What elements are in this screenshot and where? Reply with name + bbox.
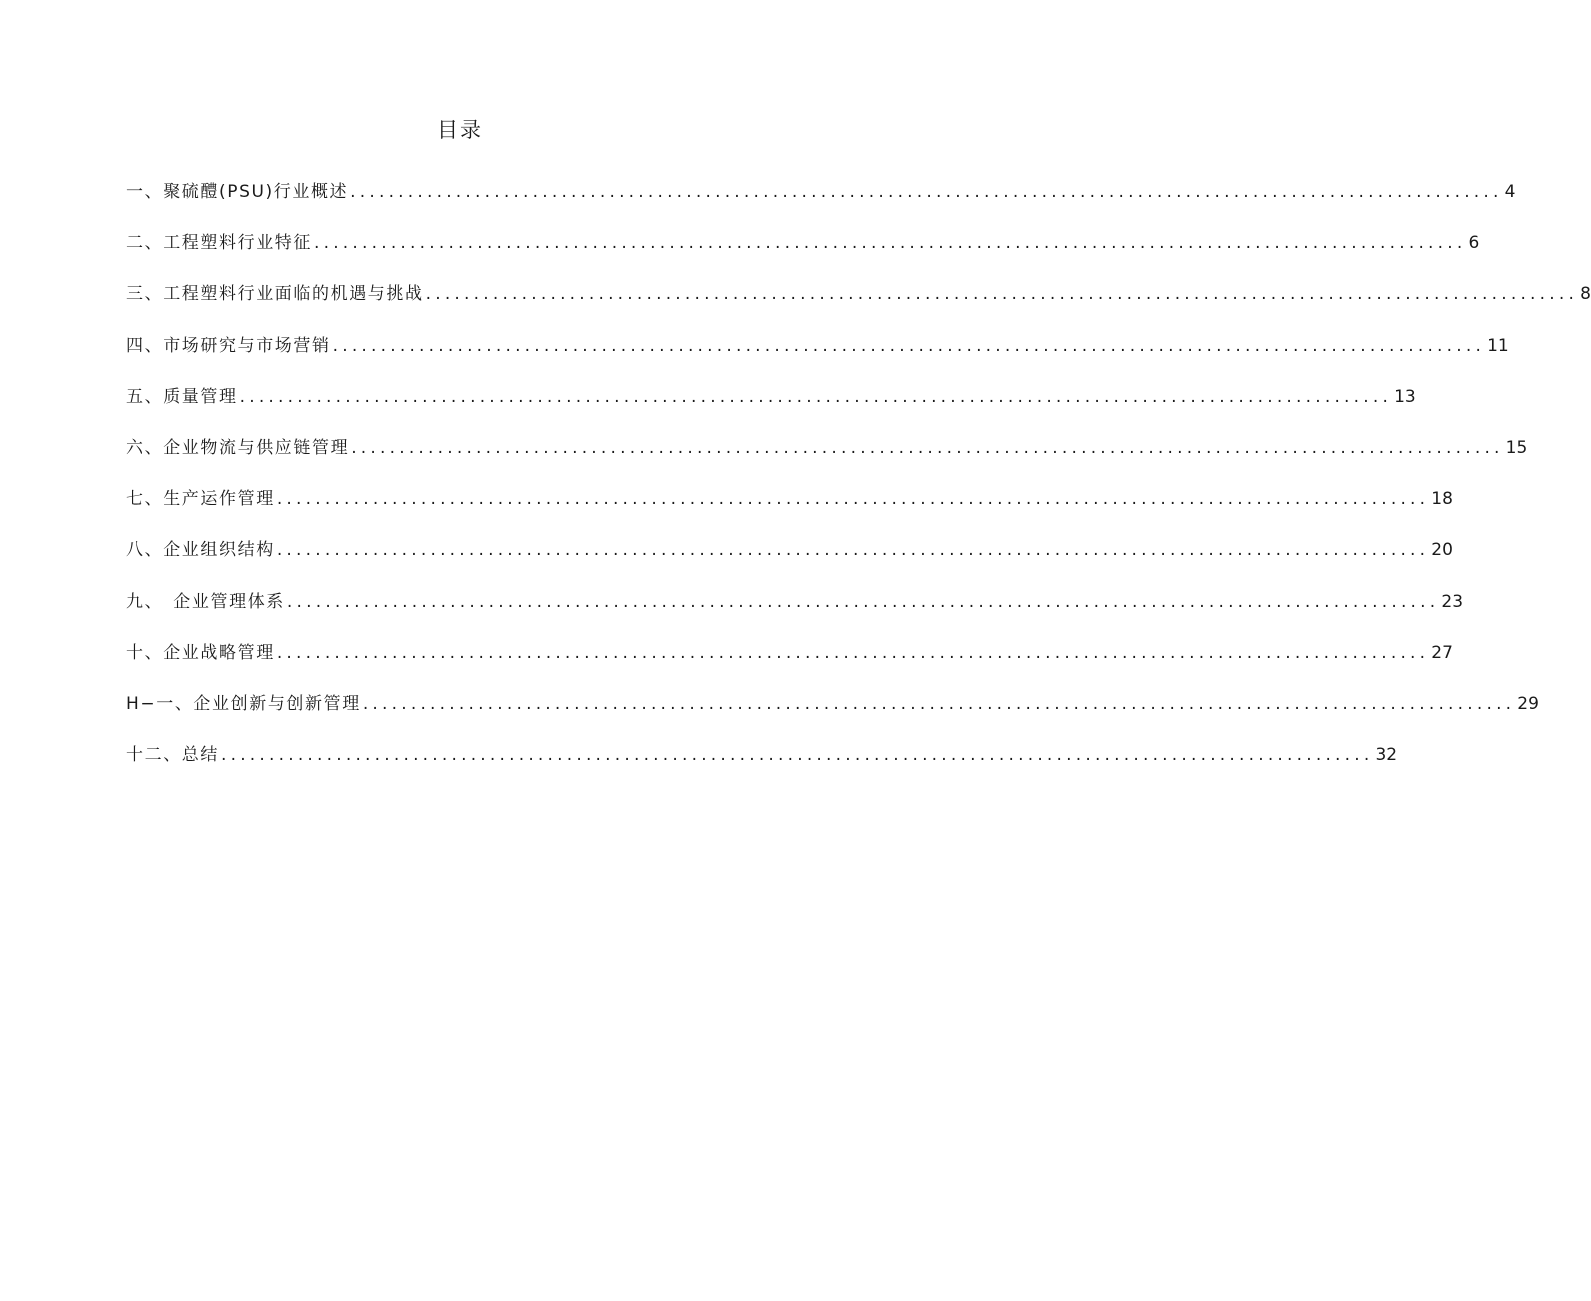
toc-dot-leader: ........................................................................................................................ (314, 233, 1467, 254)
toc-page-number: 27 (1431, 642, 1453, 663)
table-of-contents (126, 178, 1591, 792)
toc-entry-label: 七、生产运作管理 (126, 489, 275, 510)
toc-dot-leader: ........................................................................................................................ (332, 335, 1486, 356)
toc-entry-label: 十二、总结 (126, 745, 219, 766)
toc-entry-label: 一、聚硫醴(PSU)行业概述 (126, 182, 349, 202)
toc-entry[interactable] (126, 485, 1453, 536)
toc-page-number: 32 (1375, 745, 1398, 766)
toc-dot-leader: ........................................................................................................................ (286, 591, 1440, 612)
toc-entry[interactable] (126, 178, 1516, 229)
toc-page-number: 13 (1394, 386, 1416, 407)
toc-entry[interactable] (126, 229, 1480, 280)
toc-page-number: 15 (1505, 437, 1528, 458)
toc-page-number: 6 (1468, 233, 1480, 254)
toc-page-number: 23 (1441, 591, 1464, 612)
toc-dot-leader: ........................................................................................................................ (350, 182, 1503, 202)
toc-entry[interactable] (126, 690, 1539, 741)
toc-entry[interactable] (126, 434, 1528, 485)
toc-title: 目录 (437, 118, 483, 142)
toc-entry[interactable] (126, 639, 1453, 690)
toc-entry-label: 二、工程塑料行业特征 (126, 233, 312, 254)
toc-entry[interactable] (126, 536, 1453, 587)
toc-page-number: 4 (1504, 182, 1516, 202)
toc-entry[interactable] (126, 588, 1464, 639)
toc-entry-label: 三、工程塑料行业面临的机遇与挑战 (126, 284, 424, 305)
toc-entry[interactable] (126, 383, 1416, 434)
toc-page-number: 11 (1487, 335, 1509, 356)
toc-entry[interactable] (126, 280, 1591, 331)
toc-page-number: 29 (1517, 693, 1539, 714)
toc-entry-label: 九、 企业管理体系 (126, 591, 285, 612)
toc-entry-label: H−一、企业创新与创新管理 (126, 693, 361, 714)
toc-dot-leader: ........................................................................................................................ (362, 693, 1516, 714)
toc-dot-leader: ........................................................................................................................ (351, 437, 1504, 458)
toc-dot-leader: ........................................................................................................................ (425, 284, 1579, 305)
toc-entry-label: 十、企业战略管理 (126, 642, 275, 663)
toc-page-number: 20 (1431, 540, 1453, 561)
toc-page-number: 18 (1431, 489, 1453, 510)
toc-entry-label: 四、市场研究与市场营销 (126, 335, 331, 356)
toc-dot-leader: ........................................................................................................................ (221, 745, 1374, 766)
toc-entry[interactable] (126, 332, 1509, 383)
toc-entry[interactable] (126, 741, 1398, 792)
toc-dot-leader: ........................................................................................................................ (276, 540, 1430, 561)
toc-entry-label: 八、企业组织结构 (126, 540, 275, 561)
toc-dot-leader: ........................................................................................................................ (276, 642, 1430, 663)
toc-dot-leader: ........................................................................................................................ (239, 386, 1393, 407)
toc-dot-leader: ........................................................................................................................ (276, 489, 1430, 510)
toc-page-number: 8 (1580, 284, 1591, 305)
toc-entry-label: 六、企业物流与供应链管理 (126, 437, 350, 458)
toc-entry-label: 五、质量管理 (126, 386, 238, 407)
